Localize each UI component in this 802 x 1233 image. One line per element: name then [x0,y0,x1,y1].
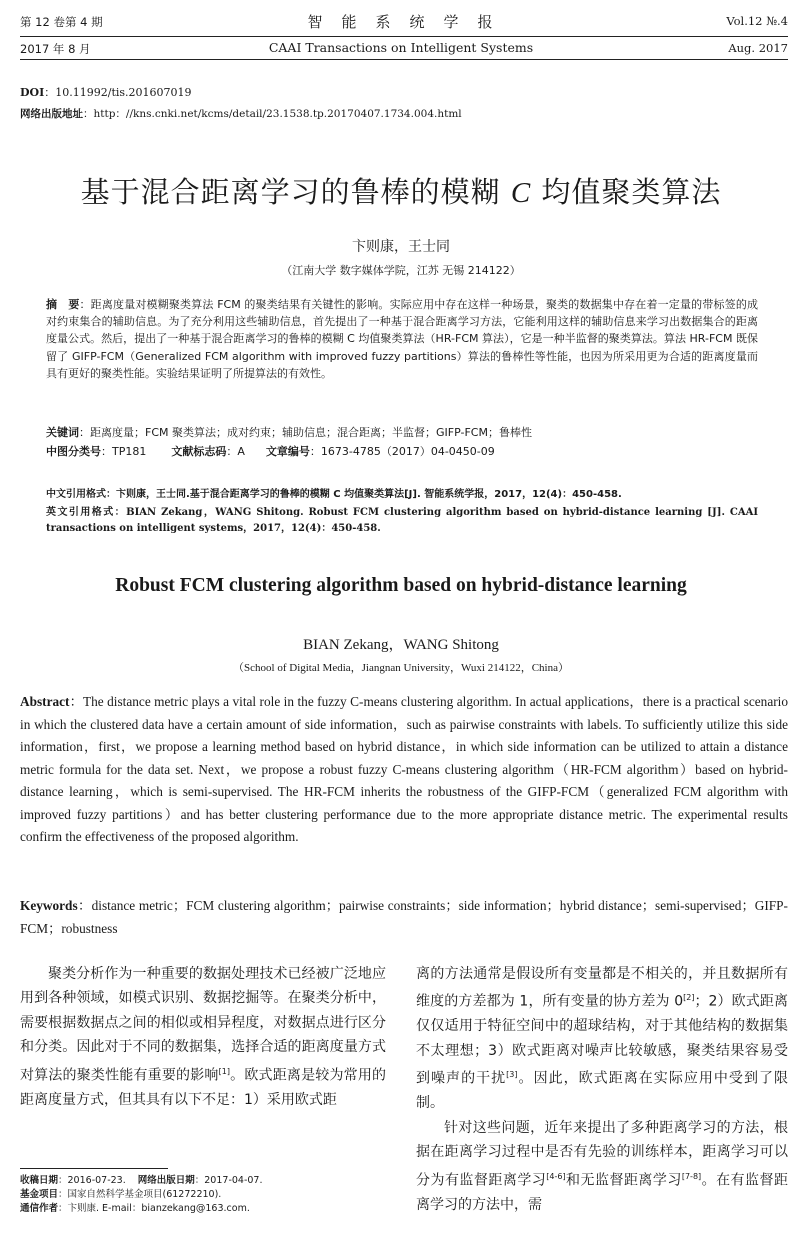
corresponding-label: 通信作者 [20,1203,59,1214]
abstract-cn-label: 摘 要 [46,298,80,311]
affiliation-cn: （江南大学 数字媒体学院，江苏 无锡 214122） [281,264,521,277]
doi-value[interactable]: ：10.11992/tis.201607019 [44,86,192,99]
volume-number-en: Vol.12 №.4 [726,14,788,28]
keywords-en [20,895,788,940]
doi-line [20,84,192,100]
citation-ref-7-8[interactable]: [7-8] [681,1171,702,1181]
abstract-en-text: ：The distance metric plays a vital role in the fuzzy C-means clustering algorithm. In actual applications，there is a practical scenario in which the clustered data have a certain amount of side information，such as pairwise constraints with labels. To sufficiently utilize this side information，first，we propose a learning method based on hybrid distance，in which side information can be utilized to attain a distance metric formula for the data set. Next，we propose a robust fuzzy C-means clustering algorithm（HR-FCM algorithm）based on hybrid-distance learning，which is semi-supervised. The HR-FCM inherits the robustness of the GIFP-FCM（generalized FCM algorithm with improved fuzzy partitions）and has better clustering performance due to the more appropriate distance metric. The experimental results confirm the effectiveness of the proposed algorithm. [20,694,788,844]
keywords-cn-text: ：距离度量；FCM 聚类算法；成对约束；辅助信息；混合距离；半监督；GIFP-FCM；鲁棒性 [79,426,532,439]
article-id-value: ：1673-4785（2017）04-0450-09 [309,445,495,458]
abstract-en [20,691,788,849]
footnote-block [20,1174,263,1216]
fund-label: 基金项目 [20,1189,59,1200]
article-id-label: 文章编号 [265,445,310,458]
abstract-cn [46,296,758,382]
journal-name-en: CAAI Transactions on Intelligent Systems [268,40,534,55]
citation-en-label: 英文引用格式 [46,507,115,518]
body-right-text-5: 和无监督距离学习 [565,1172,682,1189]
authors-cn: 卞则康，王士同 [352,239,450,255]
header-rule-top [20,36,788,37]
footnote-fund [20,1188,263,1202]
citation-cn-text: ：卞则康，王士同.基于混合距离学习的鲁棒的模糊 C 均值聚类算法[J]. 智能系统学报，2017，12(4)：450-458. [106,489,622,500]
corresponding-value[interactable]: ：卞则康. E-mail：bianzekang@163.com. [58,1203,250,1214]
online-date-value: ：2017-04-07. [194,1175,263,1186]
classification-line [46,443,758,459]
fund-value: ：国家自然科学基金项目(61272210). [58,1189,222,1200]
body-right-text-3: 。因此，欧式距离在实际应用中受到了限制。 [416,1070,789,1112]
citation-en-text: ：BIAN Zekang，WANG Shitong. Robust FCM clustering algorithm based on hybrid-distance learning [J]. CAAI transactions on intelligent systems，2017，12(4)：450-458. [46,507,759,534]
received-label: 收稿日期 [20,1175,59,1186]
doi-label: DOI [20,86,45,99]
clc-value: ：TP181 [101,445,147,458]
document-code-label: 文献标志码 [171,445,227,458]
header-rule-bottom [20,59,788,60]
paper-title-cn [0,170,802,211]
citation-ref-1[interactable]: [1] [218,1066,230,1076]
body-right-text-4: 针对这些问题，近年来提出了多种距离学习的方法，根据在距离学习过程中是否有先验的训练样本，距离学习可以分为有监督距离学习 [416,1119,788,1189]
keywords-en-label: Keywords [20,898,78,913]
citation-cn-label: 中文引用格式 [46,489,106,500]
online-date-label: 网络出版日期 [137,1175,195,1186]
title-cn-part1: 基于混合距离学习的鲁棒的模糊 [80,175,511,209]
keywords-cn [46,424,758,440]
abstract-en-label: Abstract [20,694,70,709]
body-left-text-1: 聚类分析作为一种重要的数据处理技术已经被广泛地应用到各种领域，如模式识别、数据挖掘等。在聚类分析中，需要根据数据点之间的相似或相异程度，对数据点进行区分和分类。因此对于不同的数据集，选择合适的距离度量方式对算法的聚类性能有重要的影响 [20,966,386,1084]
keywords-cn-label: 关键词 [46,426,79,439]
online-address-url[interactable]: ：http：//kns.cnki.net/kcms/detail/23.1538.tp.20170407.1734.004.html [83,108,462,120]
citation-ref-4-6[interactable]: [4-6] [546,1171,566,1181]
body-right-column [416,962,788,1217]
footnote-corresponding [20,1202,263,1216]
body-left-column [20,962,386,1112]
citation-en [46,505,758,537]
publication-date: 2017 年 8 月 [20,42,91,56]
body-right-text-6: 。在有监督距离学习的方法中，需 [416,1172,788,1213]
document-code-value: ：A [226,445,245,458]
body-right-text-1: 离的方法通常是假设所有变量都是不相关的，并且数据所有维度的方差都为 1，所有变量的协方差为 0 [416,966,788,1011]
clc-label: 中图分类号 [46,445,101,458]
month-year-en: Aug. 2017 [728,41,788,55]
footnote-rule [20,1168,168,1169]
body-left-text-2: 。欧式距离是较为常用的距离度量方式，但其具有以下不足：1）采用欧式距 [20,1067,387,1108]
journal-name-cn: 智 能 系 统 学 报 [307,13,495,31]
citation-ref-3[interactable]: [3] [506,1070,518,1080]
paper-title-en: Robust FCM clustering algorithm based on hybrid-distance learning [115,575,687,596]
online-address-label: 网络出版地址 [20,108,83,120]
keywords-en-text: ：distance metric；FCM clustering algorithm；pairwise constraints；side information；hybrid distance；semi-supervised；GIFP-FCM；robustness [20,898,788,936]
affiliation-en: （School of Digital Media，Jiangnan University，Wuxi 214122，China） [233,662,569,674]
title-cn-variable: C [510,177,532,209]
authors-en: BIAN Zekang，WANG Shitong [303,637,499,653]
body-right-paragraph-2 [416,1116,788,1217]
abstract-cn-text: ：距离度量对模糊聚类算法 FCM 的聚类结果有关键性的影响。实际应用中存在这样一种场景，聚类的数据集中存在着一定量的带标签的成对约束集合的辅助信息。为了充分利用这些辅助信息，首先提出了一种基于混合距离学习方法，它能利用这样的辅助信息来学习出数据集合的距离度量公式。然后，提出了一种基于混合距离学习的鲁棒的模糊 C 均值聚类算法（HR-FCM 算法），它是一种半监督的聚类算法。算法 HR-FCM 既保留了 GIFP-FCM（Generalized FCM algorithm with improved fuzzy partitions）算法的鲁棒性等性能，也因为所采用更为合适的距离度量而具有更好的聚类性能。实验结果证明了所提算法的有效性。 [46,298,758,380]
citation-ref-2[interactable]: [2] [683,993,695,1003]
citation-cn [46,487,758,503]
title-cn-part2: 均值聚类算法 [531,175,722,209]
footnote-dates [20,1174,263,1188]
volume-issue: 第 12 卷第 4 期 [20,15,103,29]
body-right-text-2: ；2）欧式距离仅仅适用于特征空间中的超球结构，对于其他结构的数据集不太理想；3）欧式距离对噪声比较敏感，聚类结果容易受到噪声的干扰 [416,994,788,1087]
received-value: ：2016-07-23. [58,1175,126,1186]
online-address-line [20,106,462,121]
